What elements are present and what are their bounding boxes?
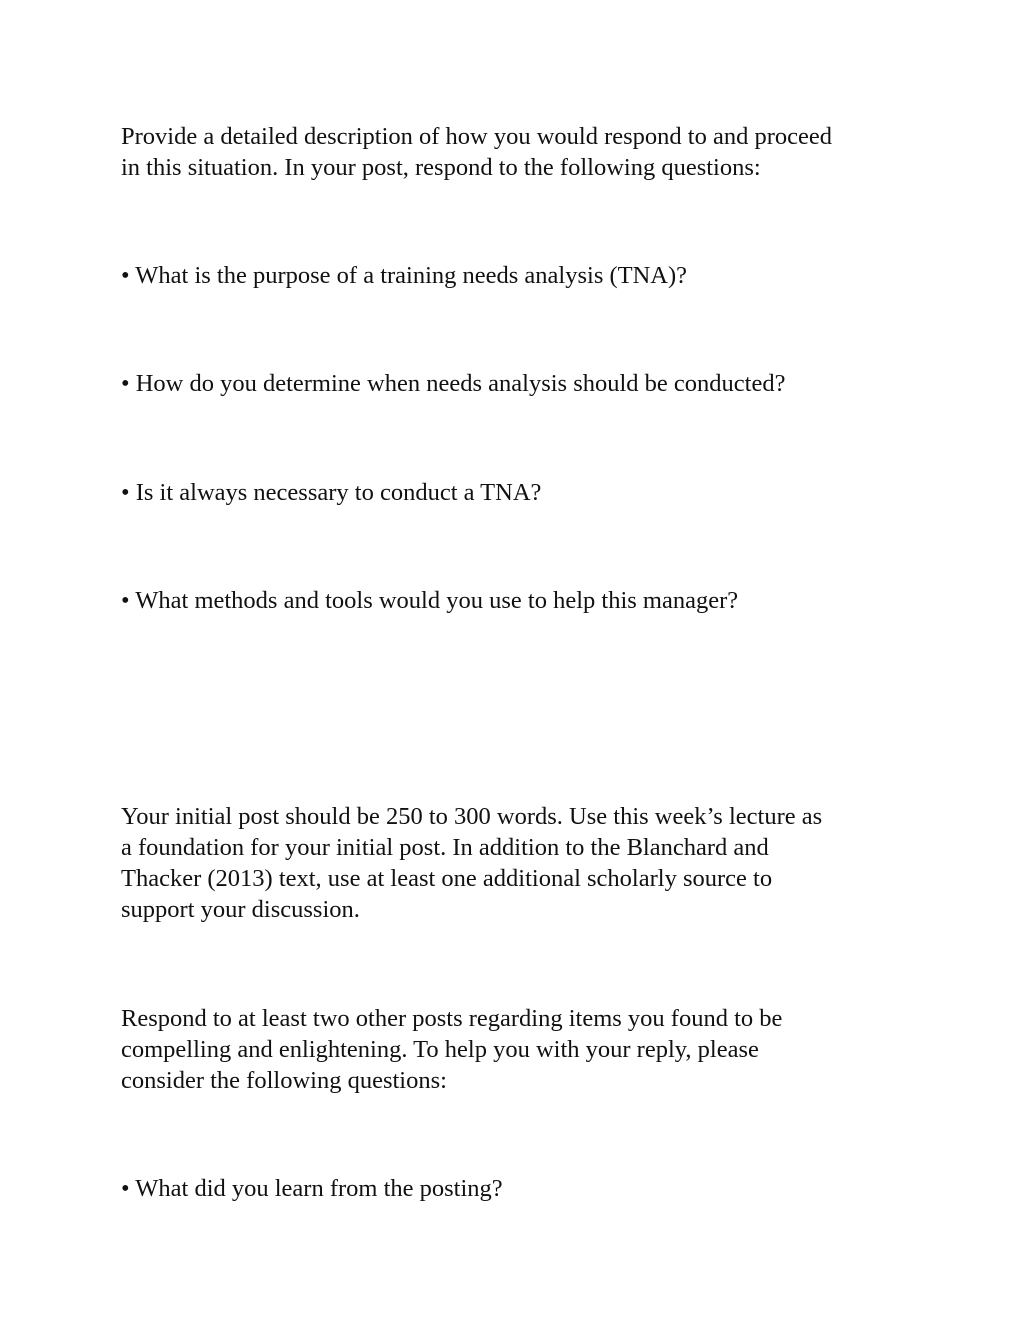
respond-paragraph	[121, 1003, 911, 1096]
initial-post-line: Thacker (2013) text, use at least one additional scholarly source to	[121, 865, 773, 892]
question-item-purpose	[121, 260, 911, 291]
intro-line: in this situation. In your post, respond to the following questions:	[121, 154, 761, 181]
question-text: • What did you learn from the posting?	[121, 1175, 503, 1202]
question-text: • Is it always necessary to conduct a TNA?	[121, 479, 542, 506]
initial-post-line: a foundation for your initial post. In addition to the Blanchard and	[121, 834, 769, 861]
initial-post-paragraph	[121, 801, 911, 925]
question-item-when	[121, 368, 911, 399]
intro-line: Provide a detailed description of how you would respond to and proceed	[121, 123, 833, 150]
question-item-necessary	[121, 477, 911, 508]
intro-paragraph	[121, 121, 911, 183]
question-text: • What methods and tools would you use to help this manager?	[121, 587, 739, 614]
respond-line: consider the following questions:	[121, 1067, 447, 1094]
reply-question-item-learn	[121, 1173, 911, 1204]
initial-post-line: Your initial post should be 250 to 300 words. Use this week’s lecture as	[121, 803, 823, 830]
question-item-methods	[121, 585, 911, 616]
respond-line: Respond to at least two other posts regarding items you found to be	[121, 1005, 783, 1032]
initial-post-line: support your discussion.	[121, 896, 360, 923]
question-text: • What is the purpose of a training needs analysis (TNA)?	[121, 262, 688, 289]
respond-line: compelling and enlightening. To help you with your reply, please	[121, 1036, 759, 1063]
question-text: • How do you determine when needs analysis should be conducted?	[121, 370, 786, 397]
